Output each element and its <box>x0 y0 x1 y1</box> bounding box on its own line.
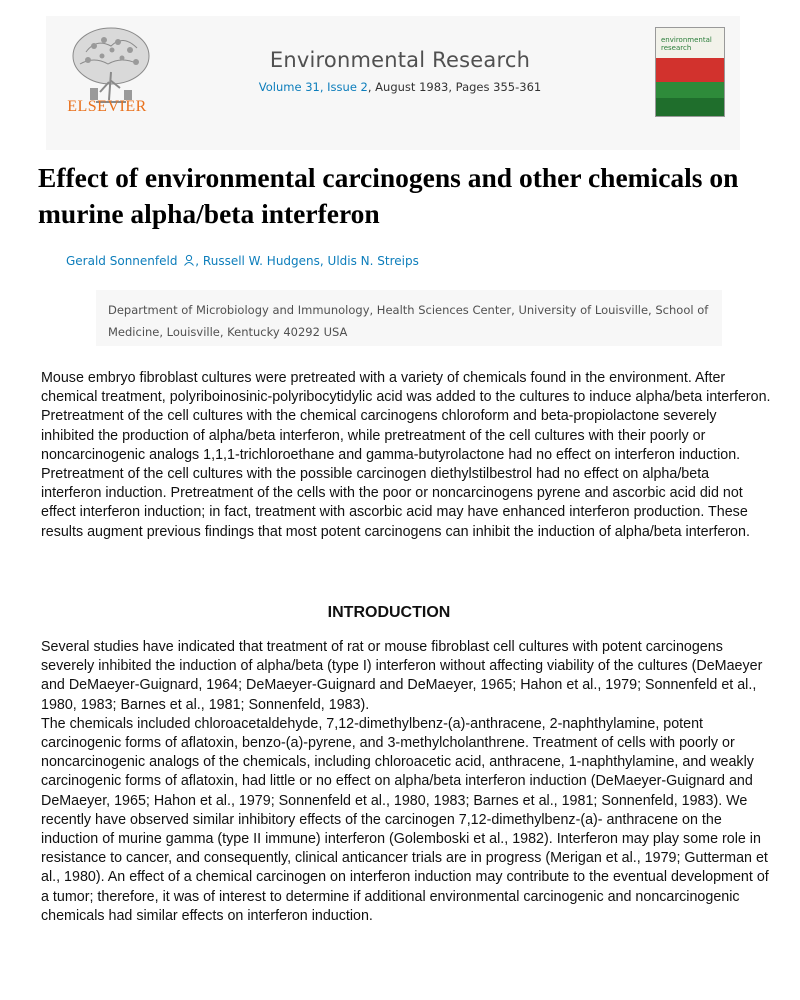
volume-info <box>200 80 600 94</box>
elsevier-wordmark: ELSEVIER <box>67 98 147 115</box>
author-links-other[interactable]: , Russell W. Hudgens, Uldis N. Streips <box>195 254 419 268</box>
intro-paragraph-2: The chemicals included chloroacetaldehyde, 7,12-dimethylbenz-(a)-anthracene, 2-naphthylamine, potent carcinogenic forms of aflatoxin, benzo-(a)-pyrene, and 3-methylcholanthrene. Treatment of cells with poorly or noncarcinogenic analogs of the chemicals, including chloroacetic acid, anthracene, 1-naphthylamine, and weakly carcinogenic forms of aflatoxin, had little or no effect on alpha/beta interferon induction (DeMaeyer-Guignard and DeMaeyer, 1965; Hahon et al., 1979; Sonnenfeld et al., 1980, 1983; Barnes et al., 1981; Sonnenfeld, 1983). We recently have observed similar inhibitory effects of the carcinogen 7,12-dimethylbenz-(a)- anthracene on the induction of murine gamma (type II immune) interferon (Golemboski et al., 1982). Interferon may play some role in resistance to cancer, and consequently, clinical anticancer trials are in progress (Merigan et al., 1979; Gutterman et al., 1980). An effect of a chemical carcinogen on interferon induction may contribute to the eventual development of a tumor; therefore, it was of interest to determine if additional environmental carcinogenic and noncarcinogenic chemicals had similar effects on interferon induction. <box>41 715 769 924</box>
section-heading-introduction: INTRODUCTION <box>327 604 451 621</box>
article-title: Effect of environmental carcinogens and other chemicals on murine alpha/beta interferon <box>38 162 739 229</box>
introduction-body <box>41 638 771 926</box>
journal-title-link[interactable]: Environmental Research <box>269 48 531 72</box>
journal-cover-thumbnail[interactable] <box>655 27 725 117</box>
author-list <box>66 254 716 268</box>
cover-image <box>656 28 724 116</box>
person-icon[interactable] <box>183 254 195 266</box>
affiliation-text: Department of Microbiology and Immunology, Health Sciences Center, University of Louisville, School of Medicine, Louisville, Kentucky 40292 USA <box>108 303 709 339</box>
date-pages: , August 1983, Pages 355-361 <box>367 80 542 94</box>
cover-title-line2: research <box>661 44 692 52</box>
cover-title-line1: environmental <box>661 36 712 44</box>
intro-paragraph-1: Several studies have indicated that treatment of rat or mouse fibroblast cell cultures with potent carcinogens severely inhibited the induction of alpha/beta (type I) interferon without affecting viability of the cultures (DeMaeyer and DeMaeyer-Guignard, 1964; DeMaeyer-Guignard and DeMaeyer, 1965; Hahon et al., 1979; Sonnenfeld et al., 1980, 1983; Barnes et al., 1981; Sonnenfeld, 1983). <box>41 639 763 713</box>
author-link-sonnenfeld[interactable]: Gerald Sonnenfeld <box>66 254 178 268</box>
volume-issue-link[interactable]: Volume 31, Issue 2 <box>258 80 368 94</box>
abstract-text: Mouse embryo fibroblast cultures were pretreated with a variety of chemicals found in the environment. After chemical treatment, polyriboinosinic-polyribocytidylic acid was added to the cultures to induce alpha/beta interferon. Pretreatment of the cell cultures with the chemical carcinogens chloroform and beta-propiolactone severely inhibited the production of alpha/beta interferon, while pretreatment of the cell cultures with their poorly or noncarcinogenic analogs 1,1,1-trichloroethane and gamma-butyrolactone had no effect on interferon induction. Pretreatment of the cell cultures with the possible carcinogen diethylstilbestrol had no effect on alpha/beta interferon induction. Pretreatment of the cells with the poor or noncarcinogens pyrene and ascorbic acid did not effect interferon induction; in fact, treatment with ascorbic acid may have enhanced interferon production. These results augment previous findings that most potent carcinogens can inhibit the induction of alpha/beta interferon. <box>41 370 771 540</box>
